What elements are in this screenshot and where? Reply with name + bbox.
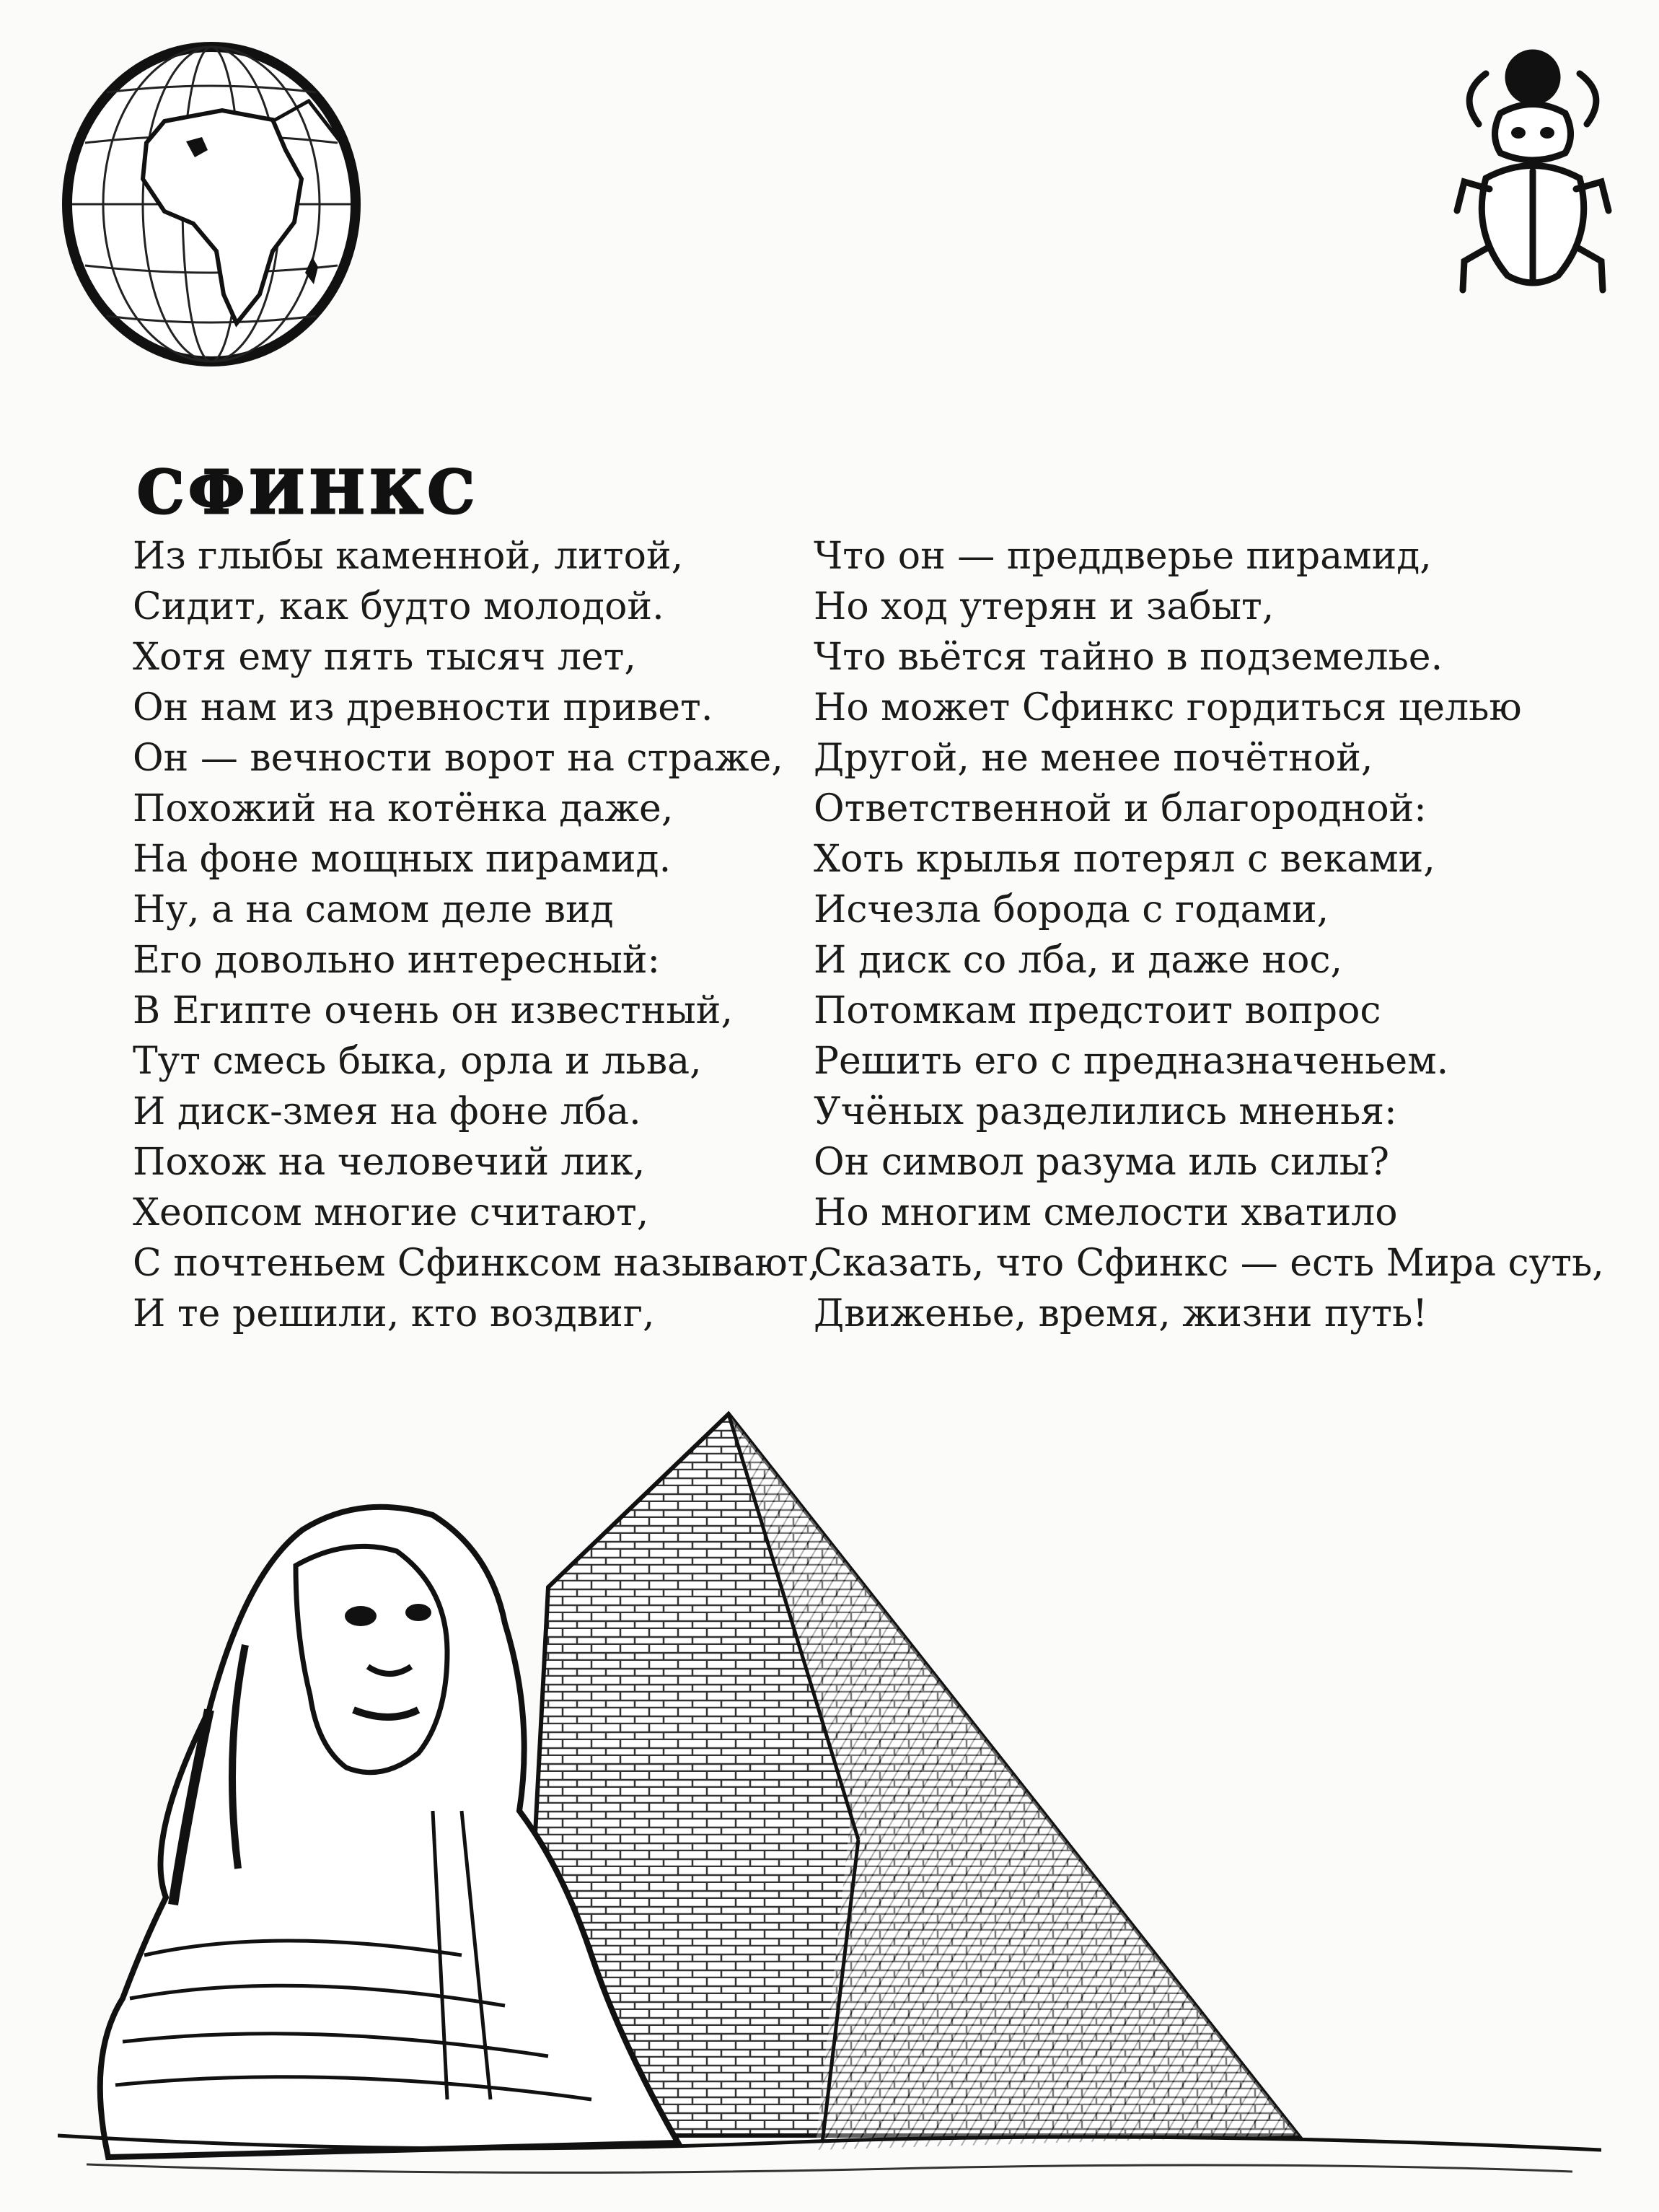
- poem-line: Тут смесь быка, орла и льва,: [133, 1040, 702, 1083]
- poem-line: Хотя ему пять тысяч лет,: [133, 636, 636, 679]
- poem-line: Из глыбы каменной, литой,: [133, 535, 684, 578]
- pyramid-drawing: [519, 1414, 1298, 2150]
- poem-line: В Египте очень он известный,: [133, 989, 733, 1032]
- poem-line: С почтеньем Сфинксом называют,: [133, 1242, 820, 1285]
- scarab-beetle-icon: [1450, 45, 1616, 304]
- poem-line: Сказать, что Сфинкс — есть Мира суть,: [814, 1242, 1604, 1285]
- poem-line: Похожий на котёнка даже,: [133, 787, 674, 830]
- poem-line: Он — вечности ворот на страже,: [133, 737, 783, 780]
- poem-line: Сидит, как будто молодой.: [133, 585, 664, 628]
- poem-line: Ответственной и благородной:: [814, 787, 1427, 830]
- poem-title: СФИНКС: [137, 457, 479, 527]
- poem-line: Движенье, время, жизни путь!: [814, 1292, 1428, 1335]
- poem-line: Он нам из древности привет.: [133, 686, 713, 729]
- poem-line: Другой, не менее почётной,: [814, 737, 1373, 780]
- poem-line: Учёных разделились мненья:: [814, 1090, 1397, 1133]
- sphinx-pyramid-illustration: [58, 1407, 1601, 2200]
- poem-line: Но ход утерян и забыт,: [814, 585, 1275, 628]
- poem-line: И те решили, кто воздвиг,: [133, 1292, 655, 1335]
- poem-line: И диск со лба, и даже нос,: [814, 939, 1343, 982]
- poem-line: Но может Сфинкс гордиться целью: [814, 686, 1522, 729]
- poem-line: Его довольно интересный:: [133, 939, 661, 982]
- poem-line: Но многим смелости хватило: [814, 1191, 1398, 1234]
- poem-line: Он символ разума иль силы?: [814, 1141, 1390, 1184]
- poem-line: Хеопсом многие считают,: [133, 1191, 649, 1234]
- poem-line: Ну, а на самом деле вид: [133, 888, 614, 931]
- poem-line: Потомкам предстоит вопрос: [814, 989, 1381, 1032]
- poem-line: На фоне мощных пирамид.: [133, 838, 672, 881]
- globe-icon: [56, 35, 366, 374]
- poem-right-column: [814, 531, 1604, 1339]
- poem-line: И диск-змея на фоне лба.: [133, 1090, 641, 1133]
- poem-line: Что он — преддверье пирамид,: [814, 535, 1432, 578]
- poem-left-column: [133, 531, 820, 1339]
- poem-line: Что вьётся тайно в подземелье.: [814, 636, 1443, 679]
- poem-line: Хоть крылья потерял с веками,: [814, 838, 1435, 881]
- poem-line: Исчезла борода с годами,: [814, 888, 1329, 931]
- poem-line: Похож на человечий лик,: [133, 1141, 646, 1184]
- poem-line: Решить его с предназначеньем.: [814, 1040, 1449, 1083]
